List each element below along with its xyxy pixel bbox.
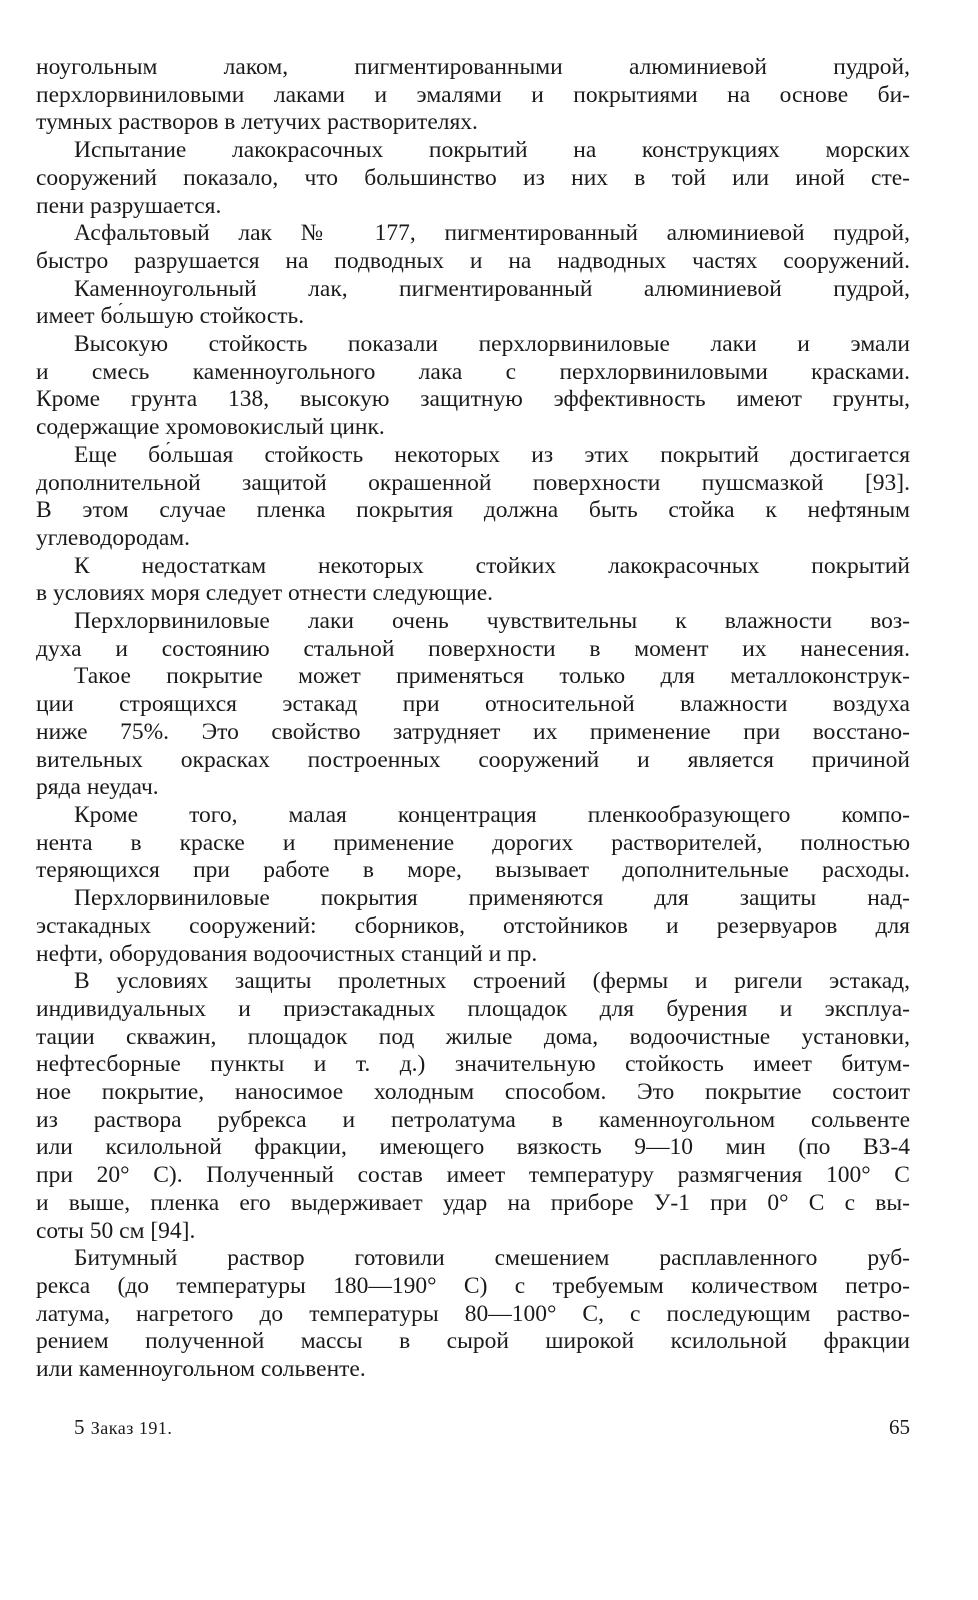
text-line: быстро разрушается на подводных и на надводных частях сооружений.: [36, 247, 910, 274]
paragraph-12: [36, 968, 910, 1245]
text-line: пени разрушается.: [36, 192, 222, 219]
text-line: нента в краске и применение дорогих растворителей, полностью: [36, 829, 910, 856]
text-line: Битумный раствор готовили смешением расплавленного руб-: [74, 1245, 910, 1272]
text-line: или каменноугольном сольвенте.: [36, 1356, 366, 1383]
text-line: при 20° С). Полученный состав имеет температуру размягчения 100° С: [36, 1162, 910, 1189]
text-line: ряда неудач.: [36, 774, 159, 801]
text-line: Перхлорвиниловые покрытия применяются для защиты над-: [74, 885, 910, 912]
text-line: ноугольным лаком, пигментированными алюминиевой пудрой,: [36, 54, 910, 80]
text-line: теряющихся при работе в море, вызывает дополнительные расходы.: [36, 857, 910, 884]
page-body: [36, 54, 910, 1384]
paragraph-13: [36, 1245, 910, 1384]
text-line: духа и состоянию стальной поверхности в момент их нанесения.: [36, 635, 910, 662]
text-line: ное покрытие, наносимое холодным способом. Это покрытие состоит: [36, 1079, 910, 1106]
text-line: Высокую стойкость показали перхлорвиниловые лаки и эмали: [74, 331, 910, 358]
text-line: Такое покрытие может применяться только для металлоконструк-: [74, 663, 910, 690]
text-line: содержащие хромовокислый цинк.: [36, 414, 385, 441]
text-line: углеводородам.: [36, 524, 191, 551]
paragraph-4: [36, 276, 910, 331]
text-line: перхлорвиниловыми лаками и эмалями и покрытиями на основе би-: [36, 81, 910, 108]
text-line: индивидуальных и приэстакадных площадок для бурения и эксплуа-: [36, 995, 910, 1022]
paragraph-3: [36, 220, 910, 275]
text-line: Кроме грунта 138, высокую защитную эффективность имеют грунты,: [36, 386, 910, 413]
text-line: Асфальтовый лак № 177, пигментированный алюминиевой пудрой,: [74, 220, 910, 247]
text-line: или ксилольной фракции, имеющего вязкость 9—10 мин (по ВЗ-4: [36, 1134, 910, 1161]
paragraph-7: [36, 553, 910, 608]
text-line: из раствора рубрекса и петролатума в каменноугольном сольвенте: [36, 1106, 910, 1133]
paragraph-9: [36, 663, 910, 802]
text-line: тумных растворов в летучих растворителях.: [36, 109, 478, 136]
text-line: В этом случае пленка покрытия должна быть стойка к нефтяным: [36, 497, 910, 524]
text-line: Перхлорвиниловые лаки очень чувствительны к влажности воз-: [74, 608, 910, 635]
page-number: 65: [889, 1415, 910, 1439]
paragraph-2: [36, 137, 910, 220]
text-line: Еще бо́льшая стойкость некоторых из этих покрытий достигается: [74, 441, 910, 468]
paragraph-6: [36, 442, 910, 553]
text-line: и выше, пленка его выдерживает удар на приборе У-1 при 0° С с вы-: [36, 1189, 910, 1216]
text-line: рекса (до температуры 180—190° С) с требуемым количеством петро-: [36, 1272, 910, 1299]
text-line: Кроме того, малая концентрация пленкообразующего компо-: [74, 801, 910, 828]
text-line: дополнительной защитой окрашенной поверхности пушсмазкой [93].: [36, 469, 910, 496]
paragraph-5: [36, 331, 910, 442]
signature-number: 5: [74, 1415, 85, 1439]
text-line: соты 50 см [94].: [36, 1217, 196, 1244]
text-line: ции строящихся эстакад при относительной влажности воздуха: [36, 691, 910, 718]
text-line: Испытание лакокрасочных покрытий на конструкциях морских: [74, 137, 910, 164]
text-line: В условиях защиты пролетных строений (фермы и ригели эстакад,: [74, 968, 910, 995]
text-line: нефти, оборудования водоочистных станций и пр.: [36, 940, 538, 967]
text-line: нефтесборные пункты и т. д.) значительную стойкость имеет битум-: [36, 1051, 910, 1078]
text-line: тации скважин, площадок под жилые дома, водоочистные установки,: [36, 1023, 910, 1050]
text-line: К недостаткам некоторых стойких лакокрасочных покрытий: [74, 552, 910, 579]
text-line: и смесь каменноугольного лака с перхлорвиниловыми красками.: [36, 358, 910, 385]
text-line: вительных окрасках построенных сооружений и является причиной: [36, 746, 910, 773]
text-line: в условиях моря следует отнести следующие.: [36, 580, 494, 607]
text-line: ниже 75%. Это свойство затрудняет их применение при восстано-: [36, 718, 910, 745]
text-line: Каменноугольный лак, пигментированный алюминиевой пудрой,: [74, 275, 910, 302]
text-line: имеет бо́льшую стойкость.: [36, 303, 305, 330]
paragraph-10: [36, 802, 910, 885]
paragraph-8: [36, 608, 910, 663]
text-line: рением полученной массы в сырой широкой ксилольной фракции: [36, 1328, 910, 1355]
text-line: латума, нагретого до температуры 80—100° С, с последующим раство-: [36, 1300, 910, 1327]
paragraph-11: [36, 885, 910, 968]
text-line: эстакадных сооружений: сборников, отстойников и резервуаров для: [36, 912, 910, 939]
signature-text: Заказ 191.: [90, 1418, 173, 1438]
signature-mark: [74, 1415, 172, 1440]
paragraph-1: [36, 54, 910, 137]
text-line: сооружений показало, что большинство из них в той или иной сте-: [36, 164, 910, 191]
